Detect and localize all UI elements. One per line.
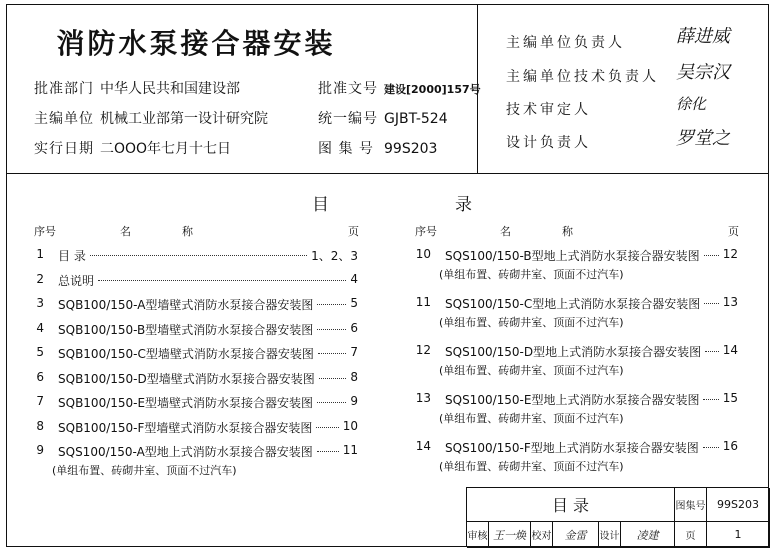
effective-date: 实行日期 二OOO年七月十七日	[34, 141, 232, 157]
toc-entry-page: 12	[722, 247, 738, 261]
toc-entry	[28, 394, 358, 412]
toc-leader-dots	[704, 255, 719, 256]
toc-entry-page: 1、2、3	[311, 249, 358, 263]
check-signature: 金雷	[553, 522, 599, 548]
col-header-no: 序号	[34, 225, 56, 238]
col-header-name-a: 名	[500, 225, 511, 238]
atlas-number: 图 集 号 99S203	[318, 141, 438, 157]
toc-entry-number: 13	[415, 391, 431, 405]
toc-entry-note: (单组布置、砖砌井室、顶面不过汽车)	[439, 412, 624, 425]
toc-entry-number: 1	[36, 247, 44, 261]
approval-dept: 批准部门 中华人民共和国建设部	[34, 81, 240, 97]
chief-editor-unit: 主编单位 机械工业部第一设计研究院	[34, 111, 268, 127]
check-label: 校对	[531, 522, 553, 548]
signature-row: 技术审定人 徐化	[506, 95, 707, 118]
toc-entry-page: 14	[722, 343, 738, 357]
toc-title-right: 录	[455, 195, 472, 215]
toc-leader-dots	[703, 399, 718, 400]
title-block-atlas-label: 图集号	[675, 488, 707, 522]
toc-entry-number: 9	[36, 443, 44, 457]
toc-entry	[28, 345, 358, 363]
page-value: 1	[707, 522, 770, 548]
design-signature: 凌建	[621, 522, 675, 548]
toc-entry	[415, 439, 738, 457]
toc-entry-note: (单组布置、砖砌井室、顶面不过汽车)	[439, 316, 624, 329]
toc-entry-page: 9	[350, 394, 358, 408]
toc-entry-name: 总说明	[58, 273, 95, 288]
toc-entry	[28, 443, 358, 461]
toc-entry-number: 3	[36, 296, 44, 310]
signature-row: 设计负责人 罗堂之	[506, 132, 591, 152]
signature-handwriting: 罗堂之	[676, 128, 730, 149]
toc-entry-page: 10	[342, 418, 358, 433]
signature-handwriting: 吴宗汉	[676, 62, 730, 83]
toc-entry-page: 15	[722, 391, 738, 405]
unified-number: 统一编号 GJBT-524	[318, 111, 448, 127]
toc-leader-dots	[704, 303, 718, 304]
toc-title-left: 目	[312, 195, 329, 215]
toc-entry-name: SQS100/150-A型地上式消防水泵接合器安装图	[58, 445, 313, 459]
toc-leader-dots	[705, 351, 719, 352]
toc-leader-dots	[316, 427, 338, 428]
review-signature: 王一焕	[489, 522, 531, 548]
toc-entry-page: 6	[350, 320, 358, 335]
title-block	[466, 487, 769, 547]
toc-entry-number: 8	[36, 418, 44, 433]
toc-entry-number: 6	[36, 369, 44, 384]
col-header-no: 序号	[415, 225, 437, 238]
review-label: 审核	[467, 522, 489, 548]
signature-panel	[477, 4, 769, 174]
approval-number: 批准文号 建设[2000]157号	[318, 81, 481, 97]
header-info	[6, 4, 481, 174]
toc-entry-number: 12	[415, 343, 431, 357]
toc-entry	[28, 321, 358, 339]
col-header-name-a: 名	[120, 225, 131, 238]
toc-entry-name: SQB100/150-A型墙壁式消防水泵接合器安装图	[58, 298, 314, 312]
toc-entry-note: (单组布置、砖砌井室、顶面不过汽车)	[52, 464, 237, 477]
toc-leader-dots	[319, 378, 347, 379]
toc-entry-note: (单组布置、砖砌井室、顶面不过汽车)	[439, 268, 624, 281]
toc-entry-name: SQS100/150-F型地上式消防水泵接合器安装图	[445, 441, 699, 455]
toc-entry-number: 7	[36, 394, 44, 408]
toc-entry-number: 2	[36, 271, 44, 286]
toc-leader-dots	[90, 255, 307, 256]
toc-leader-dots	[317, 329, 346, 330]
toc-entry-name: SQS100/150-B型地上式消防水泵接合器安装图	[445, 249, 700, 263]
toc-entry	[415, 247, 738, 265]
toc-leader-dots	[98, 280, 346, 281]
design-label: 设计	[599, 522, 621, 548]
title-block-atlas-value: 99S203	[707, 488, 770, 522]
toc-entry	[415, 343, 738, 361]
toc-entry-name: SQS100/150-C型地上式消防水泵接合器安装图	[445, 297, 701, 311]
toc-entry-number: 4	[36, 320, 44, 335]
col-header-page: 页	[728, 225, 739, 238]
toc-entry	[28, 247, 358, 265]
col-header-name-b: 称	[562, 225, 573, 238]
toc-entry-name: SQB100/150-D型墙壁式消防水泵接合器安装图	[58, 371, 315, 386]
toc-leader-dots	[317, 402, 346, 403]
toc-entry-name: SQS100/150-E型地上式消防水泵接合器安装图	[445, 393, 700, 407]
toc-entry	[28, 272, 358, 290]
toc-leader-dots	[317, 304, 346, 305]
toc-leader-dots	[703, 447, 719, 448]
toc-entry-number: 5	[36, 345, 44, 359]
toc-entry-name: SQB100/150-B型墙壁式消防水泵接合器安装图	[58, 322, 314, 337]
toc-entry-page: 8	[350, 369, 358, 384]
toc-entry-page: 7	[350, 345, 358, 359]
signature-row: 主编单位负责人 薛进威	[506, 32, 625, 52]
toc-entry	[415, 391, 738, 409]
toc-entry-page: 4	[350, 271, 358, 286]
toc-entry-page: 13	[722, 295, 738, 309]
signature-handwriting: 薛进威	[676, 26, 730, 47]
toc-entry-page: 5	[350, 296, 358, 310]
page-title: 消防水泵接合器安装	[56, 27, 336, 60]
signature-handwriting: 徐化	[676, 95, 707, 113]
signature-row: 主编单位技术负责人 吴宗汉	[506, 66, 659, 86]
toc-entry-name: SQB100/150-E型墙壁式消防水泵接合器安装图	[58, 396, 314, 410]
toc-leader-dots	[317, 451, 339, 452]
toc-entry	[28, 419, 358, 437]
header-divider	[6, 173, 769, 174]
toc-entry	[28, 370, 358, 388]
toc-entry	[415, 295, 738, 313]
toc-entry-note: (单组布置、砖砌井室、顶面不过汽车)	[439, 460, 624, 473]
toc-entry-name: SQS100/150-D型地上式消防水泵接合器安装图	[445, 345, 702, 359]
title-block-name: 目 录	[467, 488, 675, 522]
toc-leader-dots	[318, 353, 347, 354]
toc-entry-number: 10	[415, 247, 431, 261]
toc-entry-number: 14	[415, 439, 431, 453]
col-header-page: 页	[348, 225, 359, 238]
page-label: 页	[675, 522, 707, 548]
toc-entry-name: 目 录	[58, 249, 86, 263]
col-header-name-b: 称	[182, 225, 193, 238]
toc-entry-page: 16	[722, 439, 738, 453]
toc-entry-name: SQB100/150-C型墙壁式消防水泵接合器安装图	[58, 347, 314, 361]
toc-entry-name: SQB100/150-F型墙壁式消防水泵接合器安装图	[58, 420, 313, 435]
toc-entry	[28, 296, 358, 314]
toc-entry-page: 11	[342, 443, 358, 457]
toc-entry-number: 11	[415, 295, 431, 309]
toc-entry-note: (单组布置、砖砌井室、顶面不过汽车)	[439, 364, 624, 377]
